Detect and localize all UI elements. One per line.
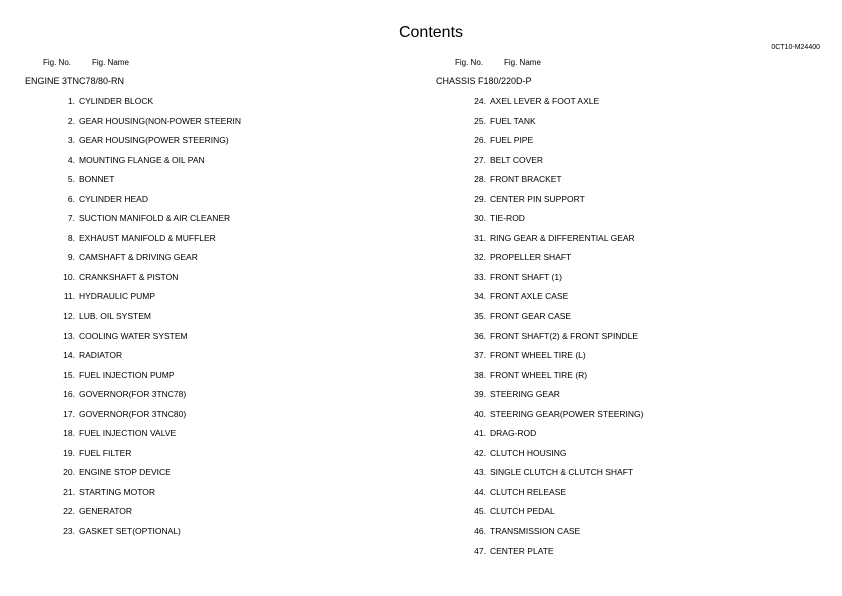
fig-number: 22. bbox=[63, 506, 75, 517]
fig-number: 1. bbox=[67, 96, 75, 106]
fig-number: 8. bbox=[67, 232, 75, 243]
fig-number: 3. bbox=[67, 135, 75, 146]
fig-name: FUEL TANK bbox=[490, 115, 536, 126]
fig-number: 27. bbox=[474, 154, 486, 165]
fig-name: GEAR HOUSING(POWER STEERING) bbox=[79, 135, 229, 146]
fig-name: ENGINE STOP DEVICE bbox=[79, 467, 171, 478]
fig-name: STARTING MOTOR bbox=[79, 486, 156, 497]
fig-number: 31. bbox=[474, 232, 486, 243]
fig-name: AXEL LEVER & FOOT AXLE bbox=[490, 96, 600, 106]
fig-number: 46. bbox=[474, 526, 486, 537]
fig-name: BELT COVER bbox=[490, 154, 544, 165]
fig-number: 21. bbox=[63, 486, 75, 497]
fig-name: EXHAUST MANIFOLD & MUFFLER bbox=[79, 232, 216, 243]
fig-name: FRONT BRACKET bbox=[490, 174, 562, 185]
fig-number: 7. bbox=[67, 213, 75, 224]
fig-number: 11. bbox=[63, 291, 75, 302]
fig-number: 26. bbox=[474, 135, 486, 146]
fig-name: TRANSMISSION CASE bbox=[490, 526, 581, 537]
fig-name: LUB. OIL SYSTEM bbox=[79, 311, 151, 322]
fig-number: 39. bbox=[474, 389, 486, 400]
fig-number: 5. bbox=[67, 174, 75, 185]
fig-name: HYDRAULIC PUMP bbox=[79, 291, 156, 302]
fig-name: GOVERNOR(FOR 3TNC80) bbox=[79, 408, 187, 419]
fig-number: 16. bbox=[63, 389, 75, 400]
fig-name: CLUTCH RELEASE bbox=[490, 486, 567, 497]
fig-number: 44. bbox=[474, 486, 486, 497]
fig-name: SUCTION MANIFOLD & AIR CLEANER bbox=[79, 213, 231, 224]
fig-name: FRONT GEAR CASE bbox=[490, 311, 572, 322]
fig-number: 38. bbox=[474, 369, 486, 380]
fig-name: TIE-ROD bbox=[490, 213, 525, 224]
fig-name: RING GEAR & DIFFERENTIAL GEAR bbox=[490, 232, 635, 243]
fig-name: GENERATOR bbox=[79, 506, 133, 517]
fig-name: FUEL FILTER bbox=[79, 447, 132, 458]
fig-name: FUEL PIPE bbox=[490, 135, 534, 146]
fig-name: PROPELLER SHAFT bbox=[490, 252, 572, 263]
fig-no-header: Fig. No. bbox=[43, 58, 72, 67]
fig-name: FRONT SHAFT (1) bbox=[490, 271, 562, 282]
fig-number: 13. bbox=[63, 330, 75, 341]
fig-name: MOUNTING FLANGE & OIL PAN bbox=[79, 154, 205, 165]
fig-number: 37. bbox=[474, 350, 486, 361]
fig-name: GOVERNOR(FOR 3TNC78) bbox=[79, 389, 187, 400]
fig-name: GASKET SET(OPTIONAL) bbox=[79, 526, 181, 537]
fig-number: 17. bbox=[63, 408, 75, 419]
fig-number: 36. bbox=[474, 330, 486, 341]
fig-no-header: Fig. No. bbox=[455, 58, 484, 67]
fig-number: 43. bbox=[474, 467, 486, 478]
fig-name-header: Fig. Name bbox=[92, 58, 129, 67]
fig-number: 28. bbox=[474, 174, 486, 185]
fig-number: 33. bbox=[474, 271, 486, 282]
fig-number: 41. bbox=[474, 428, 486, 439]
fig-name: CAMSHAFT & DRIVING GEAR bbox=[79, 252, 198, 263]
fig-name: CLUTCH PEDAL bbox=[490, 506, 555, 517]
fig-name: RADIATOR bbox=[79, 350, 123, 361]
fig-name: FRONT WHEEL TIRE (L) bbox=[490, 350, 586, 361]
fig-name: SINGLE CLUTCH & CLUTCH SHAFT bbox=[490, 467, 634, 478]
fig-name: CENTER PIN SUPPORT bbox=[490, 193, 585, 204]
fig-number: 19. bbox=[63, 447, 75, 458]
fig-name-header: Fig. Name bbox=[504, 58, 541, 67]
fig-name: COOLING WATER SYSTEM bbox=[79, 330, 188, 341]
fig-name: FRONT WHEEL TIRE (R) bbox=[490, 369, 588, 380]
fig-number: 29. bbox=[474, 193, 486, 204]
fig-number: 45. bbox=[474, 506, 486, 517]
fig-name: STEERING GEAR bbox=[490, 389, 560, 400]
fig-number: 6. bbox=[67, 193, 75, 204]
fig-number: 15. bbox=[63, 369, 75, 380]
fig-number: 12. bbox=[63, 311, 75, 322]
fig-name: FUEL INJECTION VALVE bbox=[79, 428, 177, 439]
fig-name: CYLINDER HEAD bbox=[79, 193, 148, 204]
fig-number: 42. bbox=[474, 447, 486, 458]
fig-name: CRANKSHAFT & PISTON bbox=[79, 271, 179, 282]
fig-name: DRAG-ROD bbox=[490, 428, 537, 439]
fig-name: CLUTCH HOUSING bbox=[490, 447, 567, 458]
fig-number: 9. bbox=[67, 252, 75, 263]
page-title: Contents bbox=[398, 24, 464, 41]
fig-number: 34. bbox=[474, 291, 486, 302]
fig-number: 2. bbox=[67, 115, 75, 126]
fig-name: CENTER PLATE bbox=[490, 545, 554, 556]
fig-number: 4. bbox=[67, 154, 75, 165]
fig-name: GEAR HOUSING(NON-POWER STEERIN bbox=[79, 115, 241, 126]
section-title-chassis: CHASSIS F180/220D-P bbox=[436, 76, 532, 86]
fig-number: 24. bbox=[474, 96, 486, 106]
fig-number: 18. bbox=[63, 428, 75, 439]
fig-name: FRONT AXLE CASE bbox=[490, 291, 569, 302]
fig-name: CYLINDER BLOCK bbox=[79, 96, 154, 106]
fig-number: 30. bbox=[474, 213, 486, 224]
fig-number: 20. bbox=[63, 467, 75, 478]
fig-name: BONNET bbox=[79, 174, 115, 185]
fig-name: FRONT SHAFT(2) & FRONT SPINDLE bbox=[490, 330, 638, 341]
section-title-engine: ENGINE 3TNC78/80-RN bbox=[25, 76, 125, 86]
fig-number: 40. bbox=[474, 408, 486, 419]
fig-number: 35. bbox=[474, 311, 486, 322]
fig-name: STEERING GEAR(POWER STEERING) bbox=[490, 408, 644, 419]
document-code: 0CT10-M24400 bbox=[771, 44, 820, 51]
fig-number: 25. bbox=[474, 115, 486, 126]
fig-number: 32. bbox=[474, 252, 486, 263]
fig-number: 47. bbox=[474, 545, 486, 556]
fig-number: 14. bbox=[63, 350, 75, 361]
fig-number: 23. bbox=[63, 526, 75, 537]
fig-name: FUEL INJECTION PUMP bbox=[79, 369, 175, 380]
fig-number: 10. bbox=[63, 271, 75, 282]
